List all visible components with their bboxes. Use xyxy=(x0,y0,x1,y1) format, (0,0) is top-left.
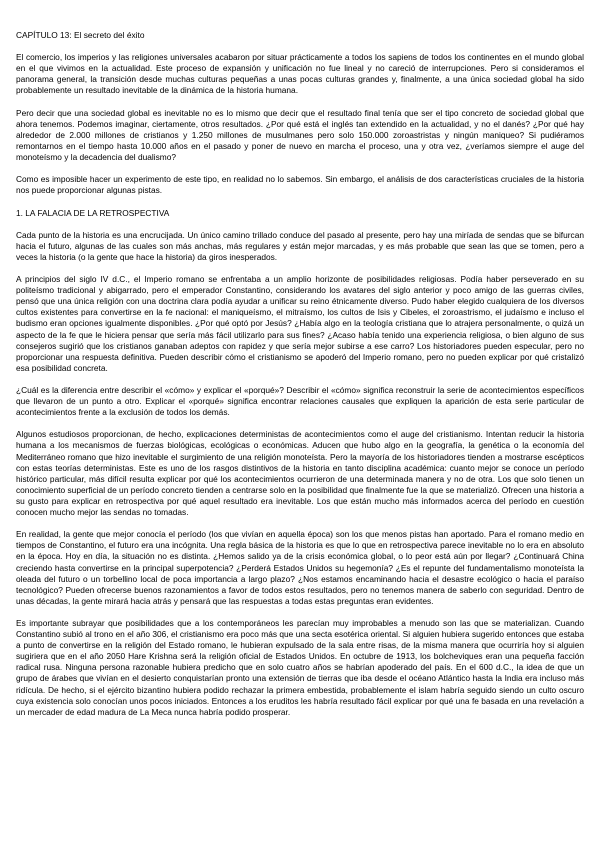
chapter-title: CAPÍTULO 13: El secreto del éxito xyxy=(16,30,145,40)
paragraph-crossroads: Cada punto de la historia es una encrucijada. Un único camino trillado conduce del pasado al presente, pero hay una miríada de sendas que se bifurcan hacia el futuro, algunas de las cuales son más anchas, más regulares y están mejor marcadas, y es más probable que sean las que se tomen, pero a veces la historia (o la gente que hace la historia) da giros inesperados. xyxy=(16,229,584,262)
paragraph-contemporaries: En realidad, la gente que mejor conocía el período (los que vivían en aquella época) son los que menos pistas han aportado. Para el romano medio en tiempos de Constantino, el futuro era una incógnita. Una regla básica de la historia es que lo que en retrospectiva parece inevitable no lo era en absoluto en la época. Hoy en día, la situación no es distinta. ¿Hemos salido ya de la crisis económica global, o lo peor está aún por llegar? ¿Continuará China creciendo hasta convertirse en la principal superpotencia? ¿Perderá Estados Unidos su hegemonía? ¿Es el repunte del fundamentalismo monoteísta la oleada del futuro o un torbellino local de poca importancia a largo plazo? ¿Nos estamos encaminando hacia el desastre ecológico o hacia el paraíso tecnológico? Pueden ofrecerse buenos razonamientos a favor de todos estos resultados, pero no tenemos manera de saberlo con seguridad. Dentro de unas décadas, la gente mirará hacia atrás y pensará que las respuestas a todas estas preguntas eran evidentes. xyxy=(16,529,584,606)
paragraph-experiment: Como es imposible hacer un experimento de este tipo, en realidad no lo sabemos. Sin embargo, el análisis de dos características cruciales de la historia nos puede proporcionar algunas pistas. xyxy=(16,174,584,196)
paragraph-constantine: A principios del siglo IV d.C., el Imperio romano se enfrentaba a un amplio horizonte de posibilidades religiosas. Podía haber perseverado en su politeísmo tradicional y abigarrado, pero el emperador Constantino, considerando los avatares del siglo anterior y poco amigo de las guerras civiles, pensó que una única religión con una doctrina clara podía ayudar a unificar su reino étnicamente diverso. Pudo haber elegido cualquiera de los diversos cultos existentes para convertirse en la fe nacional: el maniqueísmo, el mitraísmo, los cultos de Isis y Cibeles, el zoroastrismo, el judaísmo e incluso el budismo eran opciones igualmente disponibles. ¿Por qué optó por Jesús? ¿Había algo en la teología cristiana que lo atrajera personalmente, o quizá un aspecto de la fe que le hiciera pensar que sería más fácil utilizarlo para sus fines? ¿Acaso había tenido una experiencia religiosa, o bien alguno de sus consejeros sugirió que los cristianos ganaban adeptos con rapidez y que sería mejor subirse a ese carro? Los historiadores pueden especular, pero no proporcionar una respuesta definitiva. Pueden describir cómo el cristianismo se apoderó del Imperio romano, pero no pueden explicar por qué cristalizó esa posibilidad concreta. xyxy=(16,274,584,373)
paragraph-improbable: Es importante subrayar que posibilidades que a los contemporáneos les parecían muy improbables a menudo son las que se materializan. Cuando Constantino subió al trono en el año 306, el cristianismo era poco más que una secta esotérica oriental. Si alguien hubiera sugerido entonces que estaba a punto de convertirse en la religión del Estado romano, le hubieran expulsado de la sala entre risas, de la misma manera que ocurriría hoy si alguien sugiriera que en el año 2050 Hare Krishna será la religión oficial de Estados Unidos. En octubre de 1913, los bolcheviques eran una pequeña facción radical rusa. Ninguna persona razonable hubiera predicho que en solo cuatro años se habrían apoderado del país. En el 600 d.C., la idea de que un grupo de árabes que vivían en el desierto conquistarían pronto una extensión de tierras que iba desde el océano Atlántico hasta la India era incluso más ridícula. De hecho, si el ejército bizantino hubiera podido rechazar la primera embestida, probablemente el islam habría seguido siendo un culto oscuro cuya existencia solo conocían unos pocos iniciados. Entonces a los eruditos les habría resultado fácil explicar por qué una fe basada en una revelación a un mercader de edad madura de La Meca nunca habría podido prosperar. xyxy=(16,617,584,717)
paragraph-intro: El comercio, los imperios y las religiones universales acabaron por situar prácticamente a todos los sapiens de todos los continentes en el mundo global en el que vivimos en la actualidad. Este proceso de expansión y unificación no fue lineal y no careció de interrupciones. Pero si consideramos el panorama general, la transición desde muchas culturas pequeñas a unas pocas culturas grandes y, finalmente, a una única sociedad global ha sido probablemente un resultado inevitable de la dinámica de la historia humana. xyxy=(16,52,584,96)
paragraph-determinism: Algunos estudiosos proporcionan, de hecho, explicaciones deterministas de acontecimientos como el auge del cristianismo. Intentan reducir la historia humana a los mecanismos de fuerzas biológicas, ecológicas o económicas. Aducen que hubo algo en la geografía, la genética o la economía del Mediterráneo romano que hizo inevitable el surgimiento de una religión monoteísta. Pero la mayoría de los historiadores tienden a mostrarse escépticos con estas teorías deterministas. Este es uno de los rasgos distintivos de la historia en tanto disciplina académica: cuanto mejor se conoce un período histórico particular, más difícil resulta explicar por qué los acontecimientos ocurrieron de una determinada manera y no de otra. Los que solo tienen un conocimiento superficial de un período concreto tienden a centrarse solo en la posibilidad que finalmente fue la que se materializó. Ofrecen una historia a su gusto para explicar en retrospectiva por qué aquel resultado era inevitable. Los que están mucho más informados acerca del período en cuestión conocen mucho mejor las sendas no tomadas. xyxy=(16,429,584,518)
document-page xyxy=(16,30,584,729)
paragraph-how-why: ¿Cuál es la diferencia entre describir el «cómo» y explicar el «porqué»? Describir el «cómo» significa reconstruir la serie de acontecimientos específicos que llevaron de un punto a otro. Explicar el «porqué» significa encontrar relaciones causales que expliquen la aparición de esta serie particular de acontecimientos frente a la exclusión de todos los demás. xyxy=(16,385,584,418)
section-heading: 1. LA FALACIA DE LA RETROSPECTIVA xyxy=(16,207,170,218)
paragraph-global-society: Pero decir que una sociedad global es inevitable no es lo mismo que decir que el resultado final tenía que ser el tipo concreto de sociedad global que ahora tenemos. Podemos imaginar, ciertamente, otros resultados. ¿Por qué está el inglés tan extendido en la actualidad, y no el danés? ¿Por qué hay alrededor de 2.000 millones de cristianos y 1.250 millones de musulmanes pero solo 150.000 zoroastristas y ningún maniqueo? Si pudiéramos remontarnos en el tiempo hasta 10.000 años en el pasado y poner de nuevo en marcha el proceso, una y otra vez, ¿veríamos siempre el auge del monoteísmo y la decadencia del dualismo? xyxy=(16,107,584,163)
